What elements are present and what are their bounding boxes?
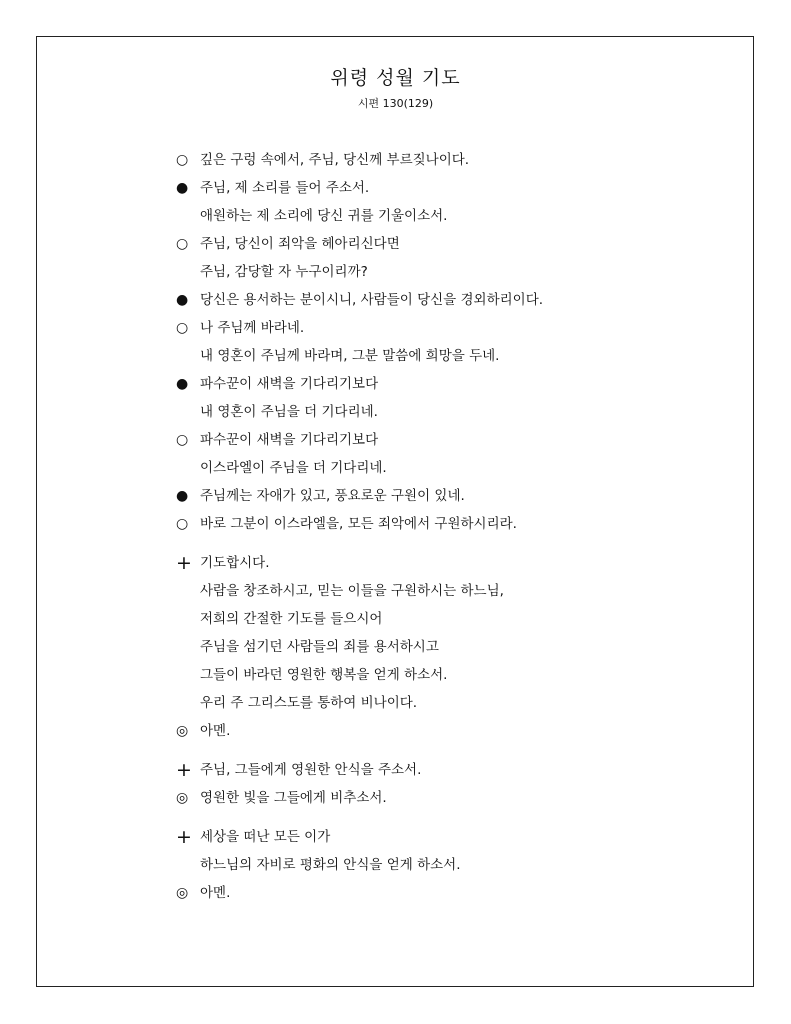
prayer-line-text: 이스라엘이 주님을 더 기다리네.: [200, 460, 387, 476]
filled-circle-marker: ●: [176, 292, 189, 308]
prayer-line: [176, 577, 736, 605]
prayer-line-text: 주님을 섬기던 사람들의 죄를 용서하시고: [200, 639, 439, 655]
cross-marker: +: [176, 552, 192, 574]
prayer-line-text: 저희의 간절한 기도를 들으시어: [200, 611, 383, 627]
prayer-line: [176, 661, 736, 689]
open-circle-marker: ○: [176, 236, 189, 252]
filled-circle-marker: ●: [176, 488, 189, 504]
prayer-line-text: 주님, 당신이 죄악을 헤아리신다면: [200, 236, 400, 252]
prayer-line-text: 주님, 감당할 자 누구이리까?: [200, 264, 368, 280]
cross-marker: +: [176, 759, 192, 781]
prayer-line: [176, 174, 736, 202]
prayer-line-text: 세상을 떠난 모든 이가: [200, 829, 331, 845]
prayer-line-text: 주님, 제 소리를 들어 주소서.: [200, 180, 370, 196]
psalm-reference: 시편 130(129): [357, 97, 434, 110]
cross-marker: +: [176, 826, 192, 848]
prayer-line: [176, 851, 736, 879]
prayer-line-text: 파수꾼이 새벽을 기다리기보다: [200, 432, 379, 448]
prayer-line: [176, 230, 736, 258]
prayer-line: [176, 146, 736, 174]
prayer-line: [176, 454, 736, 482]
prayer-line-text: 우리 주 그리스도를 통하여 비나이다.: [200, 695, 418, 711]
prayer-line-text: 주님, 그들에게 영원한 안식을 주소서.: [200, 762, 422, 778]
prayer-line-text: 사람을 창조하시고, 믿는 이들을 구원하시는 하느님,: [200, 583, 504, 599]
prayer-line: [176, 689, 736, 717]
prayer-line: [176, 482, 736, 510]
prayer-line-text: 깊은 구렁 속에서, 주님, 당신께 부르짖나이다.: [200, 152, 470, 168]
prayer-line: [176, 633, 736, 661]
prayer-line: [176, 756, 736, 784]
prayer-line: [176, 784, 736, 812]
prayer-line-text: 나 주님께 바라네.: [200, 320, 305, 336]
prayer-line-text: 내 영혼이 주님을 더 기다리네.: [200, 404, 378, 420]
page-title: 위령 성월 기도: [330, 67, 461, 89]
prayer-line: [176, 605, 736, 633]
double-circle-marker: ◎: [176, 723, 189, 739]
filled-circle-marker: ●: [176, 180, 189, 196]
prayer-line-text: 주님께는 자애가 있고, 풍요로운 구원이 있네.: [200, 488, 465, 504]
prayer-line: [176, 258, 736, 286]
prayer-line: [176, 202, 736, 230]
prayer-line: [176, 398, 736, 426]
prayer-line-text: 아멘.: [200, 885, 231, 901]
prayer-line: [176, 286, 736, 314]
prayer-line: [176, 370, 736, 398]
prayer-line-text: 하느님의 자비로 평화의 안식을 얻게 하소서.: [200, 857, 461, 873]
prayer-line: [176, 823, 736, 851]
prayer-line: [176, 510, 736, 538]
prayer-line-text: 애원하는 제 소리에 당신 귀를 기울이소서.: [200, 208, 448, 224]
prayer-line-text: 내 영혼이 주님께 바라며, 그분 말씀에 희망을 두네.: [200, 348, 500, 364]
prayer-line-text: 파수꾼이 새벽을 기다리기보다: [200, 376, 379, 392]
open-circle-marker: ○: [176, 432, 189, 448]
open-circle-marker: ○: [176, 320, 189, 336]
prayer-line-text: 바로 그분이 이스라엘을, 모든 죄악에서 구원하시리라.: [200, 516, 517, 532]
prayer-line: [176, 717, 736, 745]
prayer-line: [176, 426, 736, 454]
prayer-line-text: 영원한 빛을 그들에게 비추소서.: [200, 790, 387, 806]
open-circle-marker: ○: [176, 516, 189, 532]
prayer-body: [176, 146, 736, 907]
double-circle-marker: ◎: [176, 885, 189, 901]
open-circle-marker: ○: [176, 152, 189, 168]
prayer-line: [176, 549, 736, 577]
filled-circle-marker: ●: [176, 376, 189, 392]
prayer-line-text: 아멘.: [200, 723, 231, 739]
prayer-line: [176, 314, 736, 342]
prayer-line-text: 당신은 용서하는 분이시니, 사람들이 당신을 경외하리이다.: [200, 292, 544, 308]
double-circle-marker: ◎: [176, 790, 189, 806]
prayer-line: [176, 879, 736, 907]
prayer-line-text: 그들이 바라던 영원한 행복을 얻게 하소서.: [200, 667, 448, 683]
prayer-line: [176, 342, 736, 370]
prayer-line-text: 기도합시다.: [200, 555, 270, 571]
